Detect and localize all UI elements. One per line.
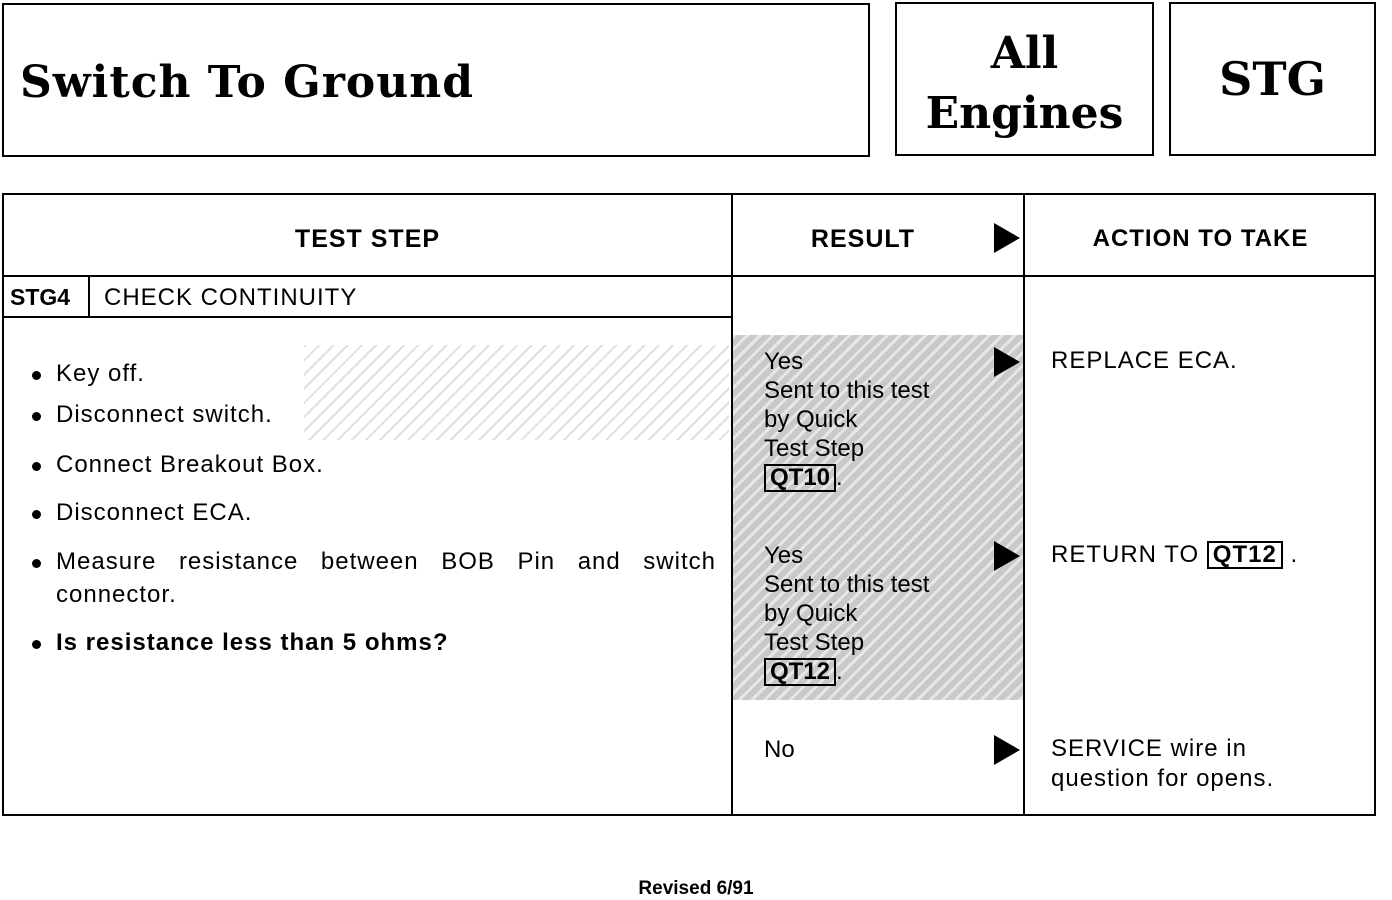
step-bullet: Disconnect ECA. xyxy=(26,496,252,529)
qt12-action-reference: QT12 xyxy=(1207,541,1283,569)
engines-line-2: Engines xyxy=(925,88,1124,139)
column-divider-2 xyxy=(1023,195,1025,814)
result-arrow-icon xyxy=(994,347,1020,377)
step-bullet: Key off. xyxy=(26,357,145,390)
header-arrow-icon xyxy=(994,223,1020,253)
title-box xyxy=(2,3,870,157)
diagnostic-table xyxy=(2,193,1376,816)
step-title: CHECK CONTINUITY xyxy=(104,284,358,311)
result-yes-qt10: Yes Sent to this test by Quick Test Step QT10 . xyxy=(764,348,930,491)
header-action: ACTION TO TAKE xyxy=(1092,225,1309,252)
step-bullet: Disconnect switch. xyxy=(26,398,273,431)
action-replace-eca: REPLACE ECA. xyxy=(1051,347,1238,374)
bullet-dot-icon xyxy=(32,510,41,519)
header-result: RESULT xyxy=(810,225,916,253)
bullet-dot-icon xyxy=(32,462,41,471)
code-box xyxy=(1169,2,1376,156)
result-no: No xyxy=(764,736,795,763)
result-arrow-icon xyxy=(994,735,1020,765)
engines-label xyxy=(897,24,1152,144)
page-title: Switch To Ground xyxy=(20,57,475,108)
step-bullet: Measure resistance between BOB Pin and switch connector. xyxy=(26,545,716,611)
section-code: STG xyxy=(1219,52,1326,106)
engines-line-1: All xyxy=(990,28,1059,79)
header-divider xyxy=(4,275,1374,277)
step-code-divider xyxy=(88,277,90,316)
qt12-reference: QT12 xyxy=(764,658,836,686)
bullet-dot-icon xyxy=(32,559,41,568)
bullet-dot-icon xyxy=(32,640,41,649)
step-bullet: Connect Breakout Box. xyxy=(26,448,324,481)
result-yes-qt12: Yes Sent to this test by Quick Test Step QT12 . xyxy=(764,542,930,685)
step-title-divider xyxy=(4,316,731,318)
step-code: STG4 xyxy=(10,284,71,310)
revision-footer: Revised 6/91 xyxy=(638,878,754,899)
qt10-reference: QT10 xyxy=(764,464,836,492)
result-arrow-icon xyxy=(994,541,1020,571)
action-service-wire: SERVICE wire in question for opens. xyxy=(1051,735,1275,792)
shading-texture xyxy=(304,345,729,440)
bullet-dot-icon xyxy=(32,412,41,421)
header-test-step: TEST STEP xyxy=(294,225,441,253)
engines-box xyxy=(895,2,1154,156)
bullet-dot-icon xyxy=(32,371,41,380)
step-question: Is resistance less than 5 ohms? xyxy=(26,626,449,659)
action-return-to-qt12: RETURN TO QT12 . xyxy=(1051,541,1299,568)
